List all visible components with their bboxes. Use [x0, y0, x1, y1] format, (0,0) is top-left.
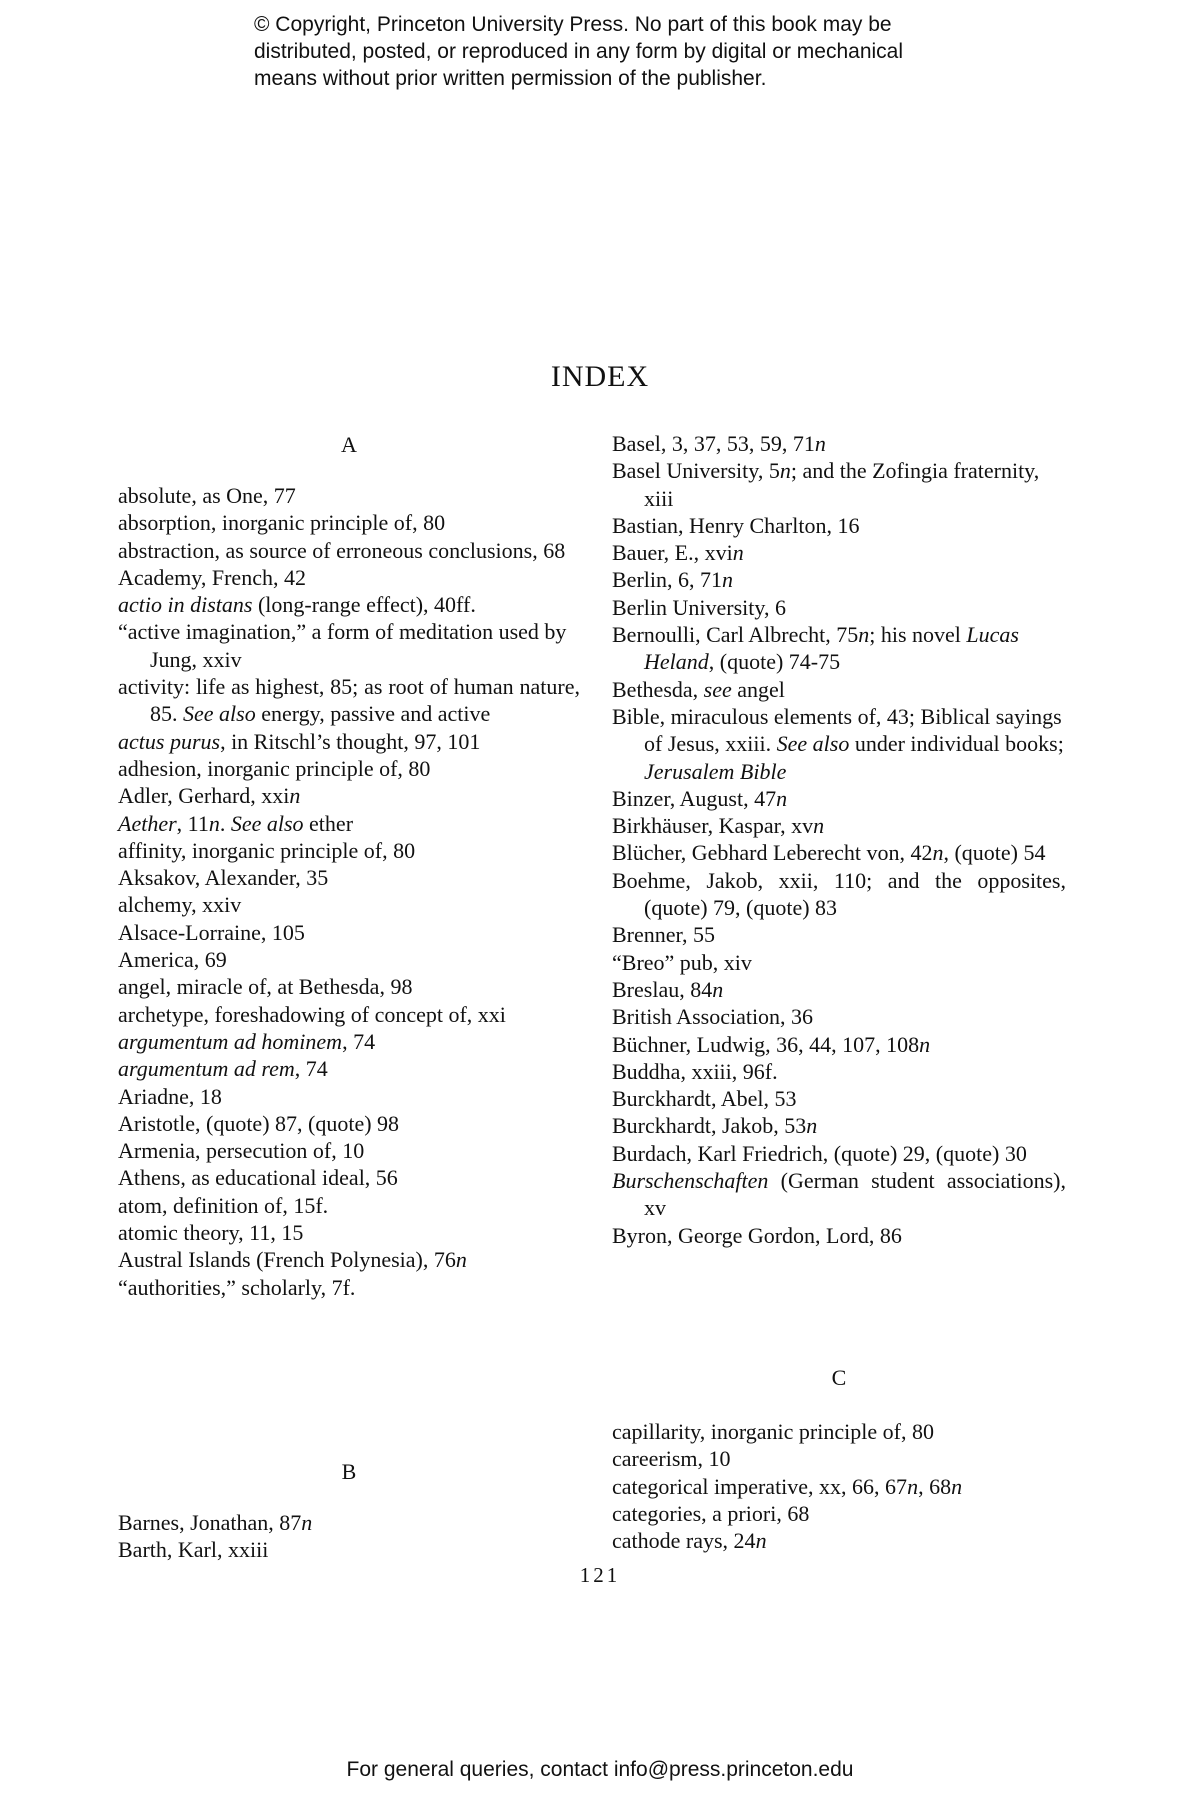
index-entry: categorical imperative, xx, 66, 67n, 68n	[612, 1473, 963, 1499]
index-entry: Burdach, Karl Friedrich, (quote) 29, (quote) 30	[612, 1140, 1027, 1166]
index-entry: capillarity, inorganic principle of, 80	[612, 1419, 934, 1444]
index-entry: Breslau, 84n	[612, 976, 724, 1002]
index-entry: atomic theory, 11, 15	[118, 1220, 304, 1246]
index-entry: actio in distans (long-range effect), 40ff.	[118, 592, 476, 618]
index-entry: Binzer, August, 47n	[612, 785, 788, 811]
index-entry: Bernoulli, Carl Albrecht, 75n; his novel Lucas Heland, (quote) 74-75	[612, 622, 1019, 675]
copyright-line-1: © Copyright, Princeton University Press. No part of this book may be	[254, 13, 892, 36]
index-entry: Austral Islands (French Polynesia), 76n	[118, 1247, 467, 1273]
index-entry: Bethesda, see angel	[612, 676, 785, 702]
index-entry: Aether, 11n. See also ether	[118, 810, 354, 836]
index-entry: Aksakov, Alexander, 35	[118, 865, 329, 891]
index-entry: “active imagination,” a form of meditation used by Jung, xxiv	[118, 619, 567, 672]
index-entry: America, 69	[118, 947, 227, 973]
index-entry: absolute, as One, 77	[118, 483, 296, 508]
index-entry: Burckhardt, Abel, 53	[612, 1086, 797, 1112]
index-section-a	[118, 482, 580, 1301]
index-entry: Burckhardt, Jakob, 53n	[612, 1113, 818, 1139]
section-letter-c: C	[831, 1365, 847, 1390]
index-entry: Adler, Gerhard, xxin	[118, 783, 301, 809]
index-entry: Boehme, Jakob, xxii, 110; and the opposites, (quote) 79, (quote) 83	[612, 867, 1066, 921]
index-entry: Büchner, Ludwig, 36, 44, 107, 108n	[612, 1031, 931, 1057]
section-letter-b: B	[341, 1459, 357, 1484]
copyright-line-3: means without prior written permission of the publisher.	[254, 67, 767, 90]
index-entry: Athens, as educational ideal, 56	[118, 1165, 398, 1191]
index-entry: archetype, foreshadowing of concept of, xxi	[118, 1001, 506, 1027]
index-entry: Bible, miraculous elements of, 43; Biblical sayings of Jesus, xxiii. See also under individual books; Jerusalem Bible	[612, 703, 1064, 784]
index-entry: Barth, Karl, xxiii	[118, 1537, 269, 1563]
index-entry: Burschenschaften (German student associations), xv	[612, 1168, 1066, 1221]
index-entry: Buddha, xxiii, 96f.	[612, 1058, 778, 1084]
index-entry: alchemy, xxiv	[118, 892, 242, 918]
index-entry: Basel, 3, 37, 53, 59, 71n	[612, 431, 826, 456]
index-entry: actus purus, in Ritschl’s thought, 97, 101	[118, 728, 481, 754]
index-entry: adhesion, inorganic principle of, 80	[118, 755, 431, 781]
index-entry: “Breo” pub, xiv	[612, 949, 752, 975]
index-entry: cathode rays, 24n	[612, 1528, 767, 1554]
index-entry: Basel University, 5n; and the Zofingia fraternity, xiii	[612, 458, 1040, 511]
index-entry: Academy, French, 42	[118, 564, 306, 590]
copyright-line-2: distributed, posted, or reproduced in any form by digital or mechanical	[254, 40, 904, 63]
index-section-b-right	[612, 430, 1066, 1249]
index-entry: Barnes, Jonathan, 87n	[118, 1510, 313, 1535]
index-entry: affinity, inorganic principle of, 80	[118, 837, 416, 863]
index-entry: Berlin, 6, 71n	[612, 567, 733, 593]
index-entry: angel, miracle of, at Bethesda, 98	[118, 974, 413, 1000]
index-entry: Brenner, 55	[612, 922, 715, 948]
section-letter-a: A	[341, 432, 357, 457]
index-entry: abstraction, as source of erroneous conclusions, 68	[118, 537, 566, 563]
index-entry: Ariadne, 18	[118, 1083, 222, 1109]
index-entry: Aristotle, (quote) 87, (quote) 98	[118, 1110, 400, 1136]
index-entry: argumentum ad rem, 74	[118, 1056, 328, 1082]
page-title: INDEX	[550, 360, 650, 393]
index-entry: Bastian, Henry Charlton, 16	[612, 512, 860, 538]
index-entry: British Association, 36	[612, 1004, 814, 1030]
index-entry: argumentum ad hominem, 74	[118, 1028, 376, 1054]
index-entry: “authorities,” scholarly, 7f.	[118, 1274, 356, 1300]
index-entry: Byron, George Gordon, Lord, 86	[612, 1222, 902, 1248]
page-number: 121	[579, 1563, 621, 1587]
index-entry: Alsace-Lorraine, 105	[118, 919, 305, 945]
index-entry: Bauer, E., xvin	[612, 540, 744, 566]
index-entry: activity: life as highest, 85; as root of human nature, 85. See also energy, passive and active	[118, 674, 580, 727]
footer-contact: For general queries, contact info@press.princeton.edu	[346, 1758, 854, 1781]
index-entry: atom, definition of, 15f.	[118, 1192, 329, 1218]
index-entry: Birkhäuser, Kaspar, xvn	[612, 813, 825, 839]
index-entry: Armenia, persecution of, 10	[118, 1138, 365, 1164]
copyright-notice	[254, 11, 974, 92]
index-section-c	[612, 1418, 1066, 1554]
index-section-b-left	[118, 1509, 580, 1564]
index-entry: absorption, inorganic principle of, 80	[118, 510, 446, 536]
index-entry: Blücher, Gebhard Leberecht von, 42n, (quote) 54	[612, 840, 1046, 866]
index-entry: Berlin University, 6	[612, 594, 786, 620]
index-entry: categories, a priori, 68	[612, 1500, 810, 1526]
index-entry: careerism, 10	[612, 1446, 731, 1472]
